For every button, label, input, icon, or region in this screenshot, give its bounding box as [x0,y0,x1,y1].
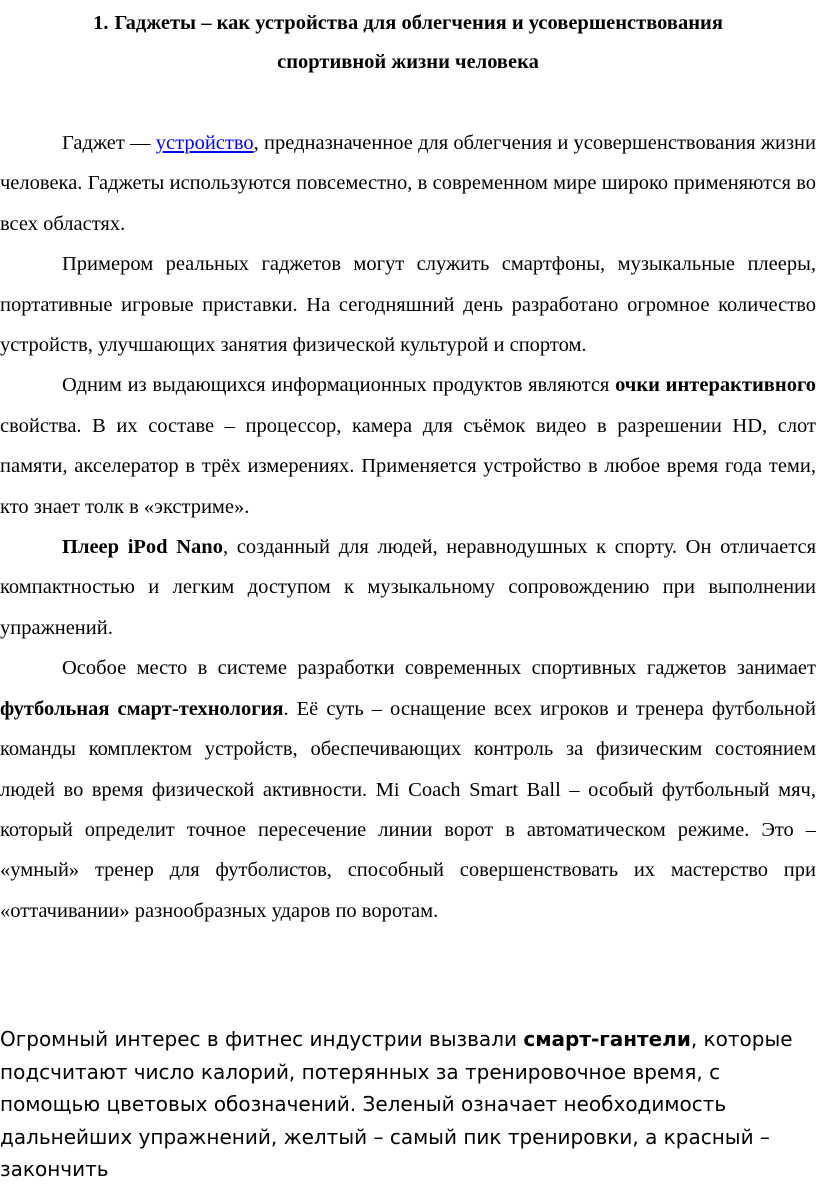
document-body [0,123,816,931]
paragraph-football-tech [0,648,816,931]
paragraph-text: , которые подсчитают число калорий, потерянных за тренировочное время, с помощью цветовых обозначений. Зеленый означает необходимость дальнейших упражнений, желтый – самый пик тренировки, а красный – закончить [0,1027,793,1181]
paragraph-text: , предназначенное для облегчения и усовершенствования жизни человека. Гаджеты используются повсеместно, в современном мире широко применяются во всех областях. [0,132,816,235]
paragraph-interactive-glasses [0,365,816,527]
section-heading [0,4,816,82]
paragraph-smart-dumbbells [0,1023,816,1186]
paragraph-text: Примером реальных гаджетов могут служить смартфоны, музыкальные плееры, портативные игровые приставки. На сегодняшний день разработано огромное количество устройств, улучшающих занятия физической культурой и спортом. [0,253,816,357]
paragraph-ipod-nano [0,527,816,648]
paragraph-text: свойства. В их составе – процессор, камера для съёмок видео в разрешении HD, слот памяти, акселератор в трёх измерениях. Применяется устройство в любое время года теми, кто знает толк в «экстриме». [0,414,816,518]
bold-term: Плеер iPod Nano [62,536,223,559]
heading-line-1 [0,4,816,43]
heading-number: 1. [93,12,109,34]
paragraph-text: Гаджет — [62,132,156,154]
device-link[interactable]: устройство [155,132,254,154]
paragraph-text: , созданный для людей, неравнодушных к спорту. Он отличается компактностью и легким доступом к музыкальному сопровождению при выполнении упражнений. [0,536,816,639]
paragraph-gadget-definition [0,123,816,244]
heading-text-1: Гаджеты – как устройства для облегчения и усовершенствования [114,12,723,34]
paragraph-text: Огромный интерес в фитнес индустрии вызвали [0,1027,524,1051]
heading-line-2: спортивной жизни человека [277,51,539,73]
paragraph-text: Одним из выдающихся информационных продуктов являются [62,374,616,397]
bold-term: футбольная смарт-технология [0,697,284,720]
paragraph-text: Особое место в системе разработки современных спортивных гаджетов занимает [62,657,816,680]
bold-term: смарт-гантели [523,1027,691,1051]
paragraph-gadget-examples [0,244,816,365]
paragraph-text: . Её суть – оснащение всех игроков и тренера футбольной команды комплектом устройств, обеспечивающих контроль за физическим состоянием людей во время физической активности. Mi Coach Smart Ball – особый футбольный мяч, который определит точное пересечение линии ворот в автоматическом режиме. Это – «умный» тренер для футболистов, способный совершенствовать их мастерство при «оттачивании» разнообразных ударов по воротам. [0,697,816,922]
bold-term: очки интерактивного [615,374,816,397]
